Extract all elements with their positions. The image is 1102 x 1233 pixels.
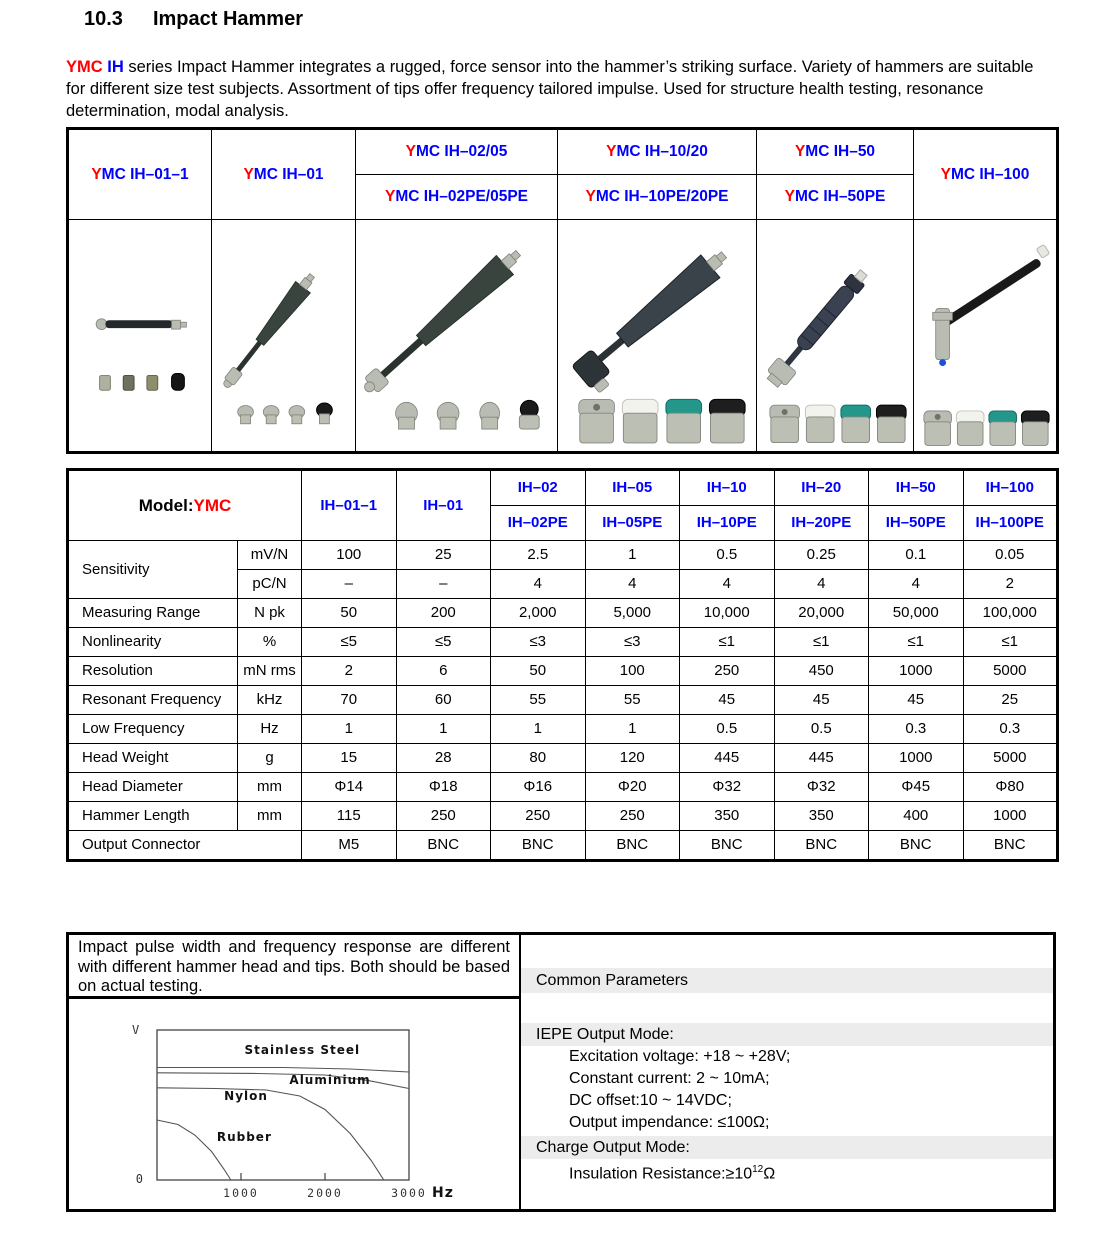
series-name: IH (102, 58, 124, 76)
spec-value-cell: 2.5 (491, 541, 586, 570)
spec-value-cell: BNC (680, 831, 775, 861)
spec-value-cell: 1 (396, 715, 491, 744)
tips-photo (578, 399, 744, 443)
product-photo-cell (914, 220, 1058, 453)
tips-photo (769, 405, 905, 443)
product-model-header: YMC IH–02PE/05PE (356, 175, 558, 220)
spec-value-cell: 50 (302, 599, 397, 628)
iepe-output-impedance: Output impendance: ≤100Ω; (569, 1114, 770, 1131)
spec-column-header: IH–10PE (680, 506, 775, 541)
series-labels (217, 1043, 371, 1144)
spec-value-cell: 10,000 (680, 599, 775, 628)
spec-value-cell: 0.5 (680, 715, 775, 744)
spec-value-cell: 2,000 (491, 599, 586, 628)
spec-column-header: IH–10 (680, 470, 775, 506)
spec-value-cell: 1000 (963, 802, 1058, 831)
spec-model-header: Model:YMC (68, 470, 302, 541)
product-model-header: YMC IH–100 (914, 129, 1058, 220)
note-box (69, 935, 519, 999)
product-model-header: YMC IH–01–1 (68, 129, 212, 220)
product-photo-cell (558, 220, 757, 453)
product-photo-cell (68, 220, 212, 453)
hammer-photo-ih-01 (213, 221, 355, 450)
spec-value-cell: 1000 (869, 744, 964, 773)
product-model-header: YMC IH–10/20 (558, 129, 757, 175)
spec-value-cell: 100 (302, 541, 397, 570)
spec-value-cell: ≤3 (585, 628, 680, 657)
spec-value-cell: 4 (491, 570, 586, 599)
spec-column-header: IH–100PE (963, 506, 1058, 541)
spec-value-cell: ≤1 (869, 628, 964, 657)
spec-unit-cell: pC/N (238, 570, 302, 599)
spec-value-cell: Φ45 (869, 773, 964, 802)
spec-row-label: Resonant Frequency (68, 686, 238, 715)
spec-value-cell: 200 (396, 599, 491, 628)
spec-unit-cell: mm (238, 802, 302, 831)
spec-value-cell: 70 (302, 686, 397, 715)
spec-value-cell: 60 (396, 686, 491, 715)
common-parameters-panel (521, 935, 1053, 1209)
spec-column-header: IH–50 (869, 470, 964, 506)
spec-value-cell: 250 (680, 657, 775, 686)
spec-value-cell: 50 (491, 657, 586, 686)
spec-value-cell: 4 (774, 570, 869, 599)
spec-value-cell: 250 (585, 802, 680, 831)
spec-column-header: IH–02PE (491, 506, 586, 541)
spec-row-label: Sensitivity (68, 541, 238, 599)
iepe-dc-offset: DC offset:10 ~ 14VDC; (569, 1092, 732, 1109)
spec-value-cell: 1 (585, 541, 680, 570)
spec-unit-cell: g (238, 744, 302, 773)
bottom-left-panel (69, 935, 521, 1209)
product-model-header: YMC IH–50PE (757, 175, 914, 220)
spec-value-cell: ≤1 (963, 628, 1058, 657)
spec-value-cell: 6 (396, 657, 491, 686)
spec-value-cell: 55 (491, 686, 586, 715)
spec-column-header: IH–20PE (774, 506, 869, 541)
spec-value-cell: 400 (869, 802, 964, 831)
spec-value-cell: Φ80 (963, 773, 1058, 802)
spec-unit-cell: % (238, 628, 302, 657)
spec-row-label: Resolution (68, 657, 238, 686)
product-table (66, 127, 1059, 454)
spec-value-cell: 350 (680, 802, 775, 831)
product-photo-cell (757, 220, 914, 453)
x-axis-ticks (223, 1173, 427, 1200)
page-title (84, 8, 303, 31)
spec-value-cell: 80 (491, 744, 586, 773)
spec-unit-cell: N pk (238, 599, 302, 628)
spec-row-label: Hammer Length (68, 802, 238, 831)
spec-value-cell: 1 (491, 715, 586, 744)
spec-row-label: Measuring Range (68, 599, 238, 628)
spec-value-cell: 0.5 (774, 715, 869, 744)
x-axis-unit-label: Hz (432, 1185, 454, 1201)
tips-photo (237, 403, 332, 424)
spec-value-cell: 25 (396, 541, 491, 570)
spec-value-cell: 1 (585, 715, 680, 744)
spec-value-cell: BNC (869, 831, 964, 861)
spec-column-header: IH–01 (396, 470, 491, 541)
spec-value-cell: 1 (302, 715, 397, 744)
y-axis-label: V (132, 1023, 140, 1037)
spec-value-cell: BNC (396, 831, 491, 861)
spec-column-header: IH–05 (585, 470, 680, 506)
spec-value-cell: 4 (869, 570, 964, 599)
spec-value-cell: Φ20 (585, 773, 680, 802)
spec-value-cell: Φ32 (680, 773, 775, 802)
spec-unit-cell: mV/N (238, 541, 302, 570)
hammer-photo-ih-50 (758, 221, 913, 450)
spec-unit-cell: mm (238, 773, 302, 802)
bottom-section (66, 932, 1056, 1212)
spec-value-cell: ≤5 (302, 628, 397, 657)
spec-value-cell: 350 (774, 802, 869, 831)
spec-value-cell: M5 (302, 831, 397, 861)
iepe-constant-current: Constant current: 2 ~ 10mA; (569, 1070, 770, 1087)
spec-row-label: Head Diameter (68, 773, 238, 802)
origin-label: 0 (135, 1172, 143, 1186)
hammer-photo-ih-10-20 (559, 221, 756, 450)
spec-unit-cell: kHz (238, 686, 302, 715)
spec-value-cell: 5000 (963, 744, 1058, 773)
spec-value-cell: 25 (963, 686, 1058, 715)
brand-name: YMC (66, 58, 103, 76)
spec-value-cell: 4 (585, 570, 680, 599)
spec-value-cell: 5,000 (585, 599, 680, 628)
spec-value-cell: – (302, 570, 397, 599)
spec-value-cell: 5000 (963, 657, 1058, 686)
spec-value-cell: ≤1 (680, 628, 775, 657)
spec-value-cell: 250 (396, 802, 491, 831)
x-tick-label: 3000 (391, 1186, 427, 1200)
intro-paragraph (66, 56, 1046, 122)
spec-value-cell: 45 (680, 686, 775, 715)
intro-text: series Impact Hammer integrates a rugged, force sensor into the hammer’s striking surface. Variety of hammers are suitable for different size test subjects. Assortment of tips offer frequency tailored impulse. Used for structure health testing, resonance determination, modal analysis. (66, 58, 1034, 120)
product-model-header: YMC IH–01 (212, 129, 356, 220)
spec-value-cell: – (396, 570, 491, 599)
spec-value-cell: BNC (491, 831, 586, 861)
spec-value-cell: 445 (680, 744, 775, 773)
spec-value-cell: ≤3 (491, 628, 586, 657)
spec-value-cell: 20,000 (774, 599, 869, 628)
spec-value-cell: 100,000 (963, 599, 1058, 628)
spec-value-cell: 0.05 (963, 541, 1058, 570)
spec-value-cell: 50,000 (869, 599, 964, 628)
series-label-rubber: Rubber (216, 1130, 272, 1144)
spec-value-cell: ≤1 (774, 628, 869, 657)
spec-value-cell: 0.25 (774, 541, 869, 570)
spec-value-cell: 4 (680, 570, 775, 599)
spec-value-cell: 55 (585, 686, 680, 715)
spec-value-cell: 1000 (869, 657, 964, 686)
x-tick-label: 2000 (307, 1186, 343, 1200)
series-label-nylon: Nylon (224, 1088, 268, 1103)
tips-photo (100, 373, 185, 390)
charge-insulation-resistance: Insulation $Resistance:\ge 10^{12}\Omega$ (569, 1164, 776, 1183)
spec-table (66, 468, 1059, 862)
spec-column-header: IH–100 (963, 470, 1058, 506)
spec-value-cell: 0.5 (680, 541, 775, 570)
chart-curves (157, 1068, 409, 1181)
spec-value-cell: 250 (491, 802, 586, 831)
spec-value-cell: 45 (869, 686, 964, 715)
iepe-output-mode-heading: IEPE Output Mode: (521, 1023, 1053, 1046)
spec-value-cell: BNC (774, 831, 869, 861)
spec-value-cell: 15 (302, 744, 397, 773)
spec-column-header: IH–05PE (585, 506, 680, 541)
iepe-excitation-voltage: Excitation voltage: +18 ~ +28V; (569, 1048, 791, 1065)
spec-value-cell: 45 (774, 686, 869, 715)
tips-photo (924, 411, 1049, 446)
charge-output-mode-heading: Charge Output Mode: (521, 1136, 1053, 1159)
section-title: Impact Hammer (152, 8, 303, 30)
curve-aluminium (157, 1073, 409, 1089)
spec-column-header: IH–20 (774, 470, 869, 506)
spec-value-cell: 0.1 (869, 541, 964, 570)
spec-row-label: Head Weight (68, 744, 238, 773)
spec-value-cell: ≤5 (396, 628, 491, 657)
spec-row-label: Nonlinearity (68, 628, 238, 657)
spec-value-cell: BNC (585, 831, 680, 861)
curve-stainless-steel (157, 1068, 409, 1073)
spec-value-cell: BNC (963, 831, 1058, 861)
spec-row-label: Output Connector (68, 831, 302, 861)
chart-area (69, 1001, 519, 1215)
spec-unit-cell: mN rms (238, 657, 302, 686)
spec-column-header: IH–02 (491, 470, 586, 506)
frequency-response-chart (69, 1001, 519, 1215)
spec-value-cell: Φ14 (302, 773, 397, 802)
spec-value-cell: 2 (963, 570, 1058, 599)
section-number: 10.3 (84, 8, 123, 30)
spec-value-cell: 120 (585, 744, 680, 773)
spec-value-cell: 450 (774, 657, 869, 686)
spec-value-cell: 100 (585, 657, 680, 686)
series-label-aluminium: Aluminium (289, 1073, 371, 1087)
tips-photo (395, 400, 539, 429)
spec-value-cell: 115 (302, 802, 397, 831)
spec-column-header: IH–50PE (869, 506, 964, 541)
spec-value-cell: 445 (774, 744, 869, 773)
common-parameters-title: Common Parameters (521, 968, 1053, 993)
spec-value-cell: 28 (396, 744, 491, 773)
spec-column-header: IH–01–1 (302, 470, 397, 541)
spec-value-cell: 0.3 (963, 715, 1058, 744)
product-model-header: YMC IH–02/05 (356, 129, 558, 175)
spec-value-cell: Φ18 (396, 773, 491, 802)
curve-rubber (157, 1120, 231, 1180)
hammer-photo-ih-02-05 (357, 221, 557, 450)
product-photo-cell (356, 220, 558, 453)
spec-value-cell: Φ32 (774, 773, 869, 802)
note-text: Impact pulse width and frequency response are different with different hammer head and tips. Both should be based on actual testing. (78, 938, 510, 995)
hammer-photo-ih-100 (914, 221, 1056, 450)
spec-value-cell: Φ16 (491, 773, 586, 802)
hammer-photo-ih-01-1 (69, 221, 211, 450)
product-photo-cell (212, 220, 356, 453)
product-model-header: YMC IH–10PE/20PE (558, 175, 757, 220)
spec-row-label: Low Frequency (68, 715, 238, 744)
spec-unit-cell: Hz (238, 715, 302, 744)
spec-value-cell: 0.3 (869, 715, 964, 744)
x-tick-label: 1000 (223, 1186, 259, 1200)
product-model-header: YMC IH–50 (757, 129, 914, 175)
spec-value-cell: 2 (302, 657, 397, 686)
series-label-stainless-steel: Stainless Steel (244, 1043, 361, 1057)
